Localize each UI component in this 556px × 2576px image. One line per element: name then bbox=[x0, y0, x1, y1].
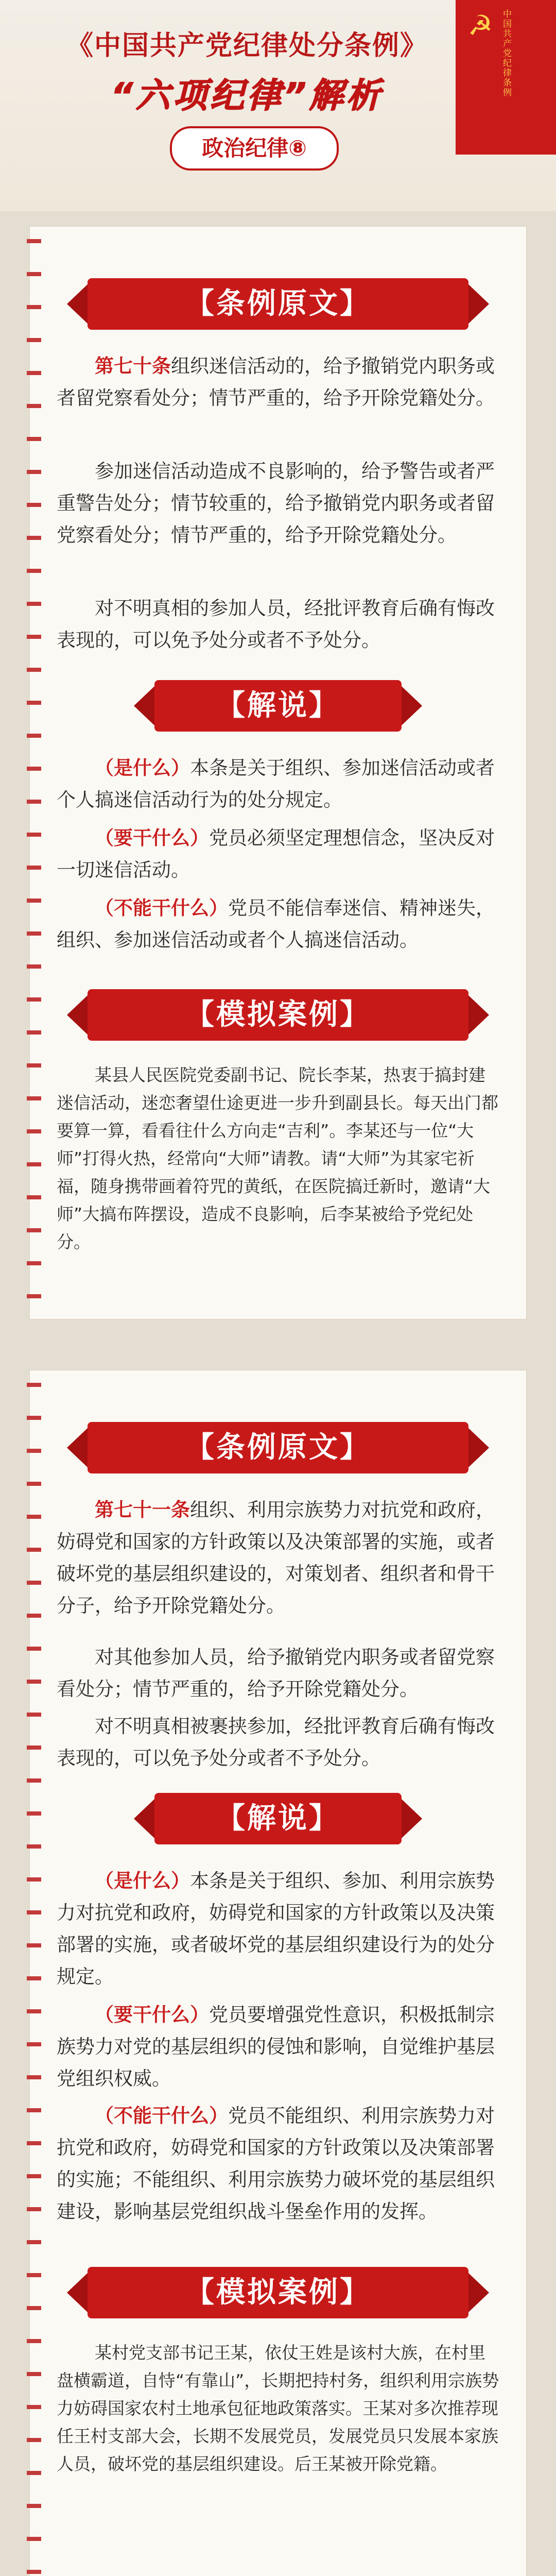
art71-explain-1: （是什么）本条是关于组织、参加、利用宗族势力对抗党和政府，妨碍党和国家的方针政策以及决策部署的实施，或者破坏党的基层组织建设行为的处分规定。 bbox=[57, 1870, 495, 1988]
art71-original-1: 第七十一条组织、利用宗族势力对抗党和政府，妨碍党和国家的方针政策以及决策部署的实施，或者破坏党的基层组织建设的，对策划者、组织者和骨干分子，给予开除党籍处分。 bbox=[57, 1499, 495, 1617]
binding-rings bbox=[27, 1370, 41, 2576]
banner-original-71: 【条例原文】 bbox=[88, 1422, 468, 1473]
art70-explain-3: （不能干什么）党员不能信奉迷信、精神迷失，组织、参加迷信活动或者个人搞迷信活动。 bbox=[57, 897, 495, 951]
banner-case-71: 【模拟案例】 bbox=[88, 2267, 468, 2318]
title-line1: 《中国共产党纪律处分条例》 bbox=[66, 30, 428, 61]
banner-explain-71: 【解说】 bbox=[154, 1793, 402, 1844]
art70-explain-2: （要干什么）党员必须坚定理想信念，坚决反对一切迷信活动。 bbox=[57, 827, 495, 881]
art71-original-3: 对不明真相被裹挟参加，经批评教育后确有悔改表现的，可以免予处分或者不予处分。 bbox=[57, 1715, 495, 1769]
subtitle-pill: 政治纪律⑧ bbox=[170, 126, 339, 171]
art70-original-1: 第七十条组织迷信活动的，给予撤销党内职务或者留党察看处分；情节严重的，给予开除党籍处分。 bbox=[57, 355, 495, 409]
banner-original-70: 【条例原文】 bbox=[88, 278, 468, 330]
banner-explain-70: 【解说】 bbox=[154, 680, 402, 732]
header bbox=[0, 0, 556, 211]
binding-rings bbox=[27, 227, 41, 1319]
flag-text: 中国共产党纪律条例 bbox=[501, 9, 511, 97]
party-flag bbox=[456, 0, 556, 155]
art71-case: 某村党支部书记王某，依仗王姓是该村大族，在村里盘横霸道，自恃“有靠山”，长期把持村务，组织利用宗族势力妨碍国家农村土地承包征地政策落实。王某对多次推荐现任王村支部大会，长期不发展党员，发展党员只发展本家族人员，破坏党的基层组织建设。后王某被开除党籍。 bbox=[57, 2343, 499, 2474]
art70-explain-1: （是什么）本条是关于组织、参加迷信活动或者个人搞迷信活动行为的处分规定。 bbox=[57, 757, 495, 811]
title-line2: “六项纪律”解析 bbox=[111, 76, 384, 115]
art70-original-3: 对不明真相的参加人员，经批评教育后确有悔改表现的，可以免予处分或者不予处分。 bbox=[57, 597, 495, 651]
banner-case-70: 【模拟案例】 bbox=[88, 989, 468, 1041]
art71-explain-2: （要干什么）党员要增强党性意识，积极抵制宗族势力对党的基层组织的侵蚀和影响，自觉维护基层党组织权威。 bbox=[57, 2004, 495, 2090]
hammer-sickle-icon: ☭ bbox=[467, 9, 493, 42]
art70-lead: 第七十条 bbox=[95, 355, 171, 377]
art71-explain-3: （不能干什么）党员不能组织、利用宗族势力对抗党和政府，妨碍党和国家的方针政策以及决策部署的实施；不能组织、利用宗族势力破坏党的基层组织建设，影响基层党组织战斗堡垒作用的发挥。 bbox=[57, 2105, 495, 2223]
art71-original-2: 对其他参加人员，给予撤销党内职务或者留党察看处分；情节严重的，给予开除党籍处分。 bbox=[57, 1646, 495, 1700]
art70-case: 某县人民医院党委副书记、院长李某，热衷于搞封建迷信活动，迷恋奢望仕途更进一步升到副县长。每天出门都要算一算，看看往什么方向走“吉利”。李某还与一位“大师”打得火热，经常向“大师”请教。请“大师”为其家宅祈福，随身携带画着符咒的黄纸，在医院搞迁新时，邀请“大师”大搞布阵摆设，造成不良影响，后李某被给予党纪处分。 bbox=[57, 1065, 498, 1252]
art70-original-2: 参加迷信活动造成不良影响的，给予警告或者严重警告处分；情节较重的，给予撤销党内职务或者留党察看处分；情节严重的，给予开除党籍处分。 bbox=[57, 460, 495, 546]
